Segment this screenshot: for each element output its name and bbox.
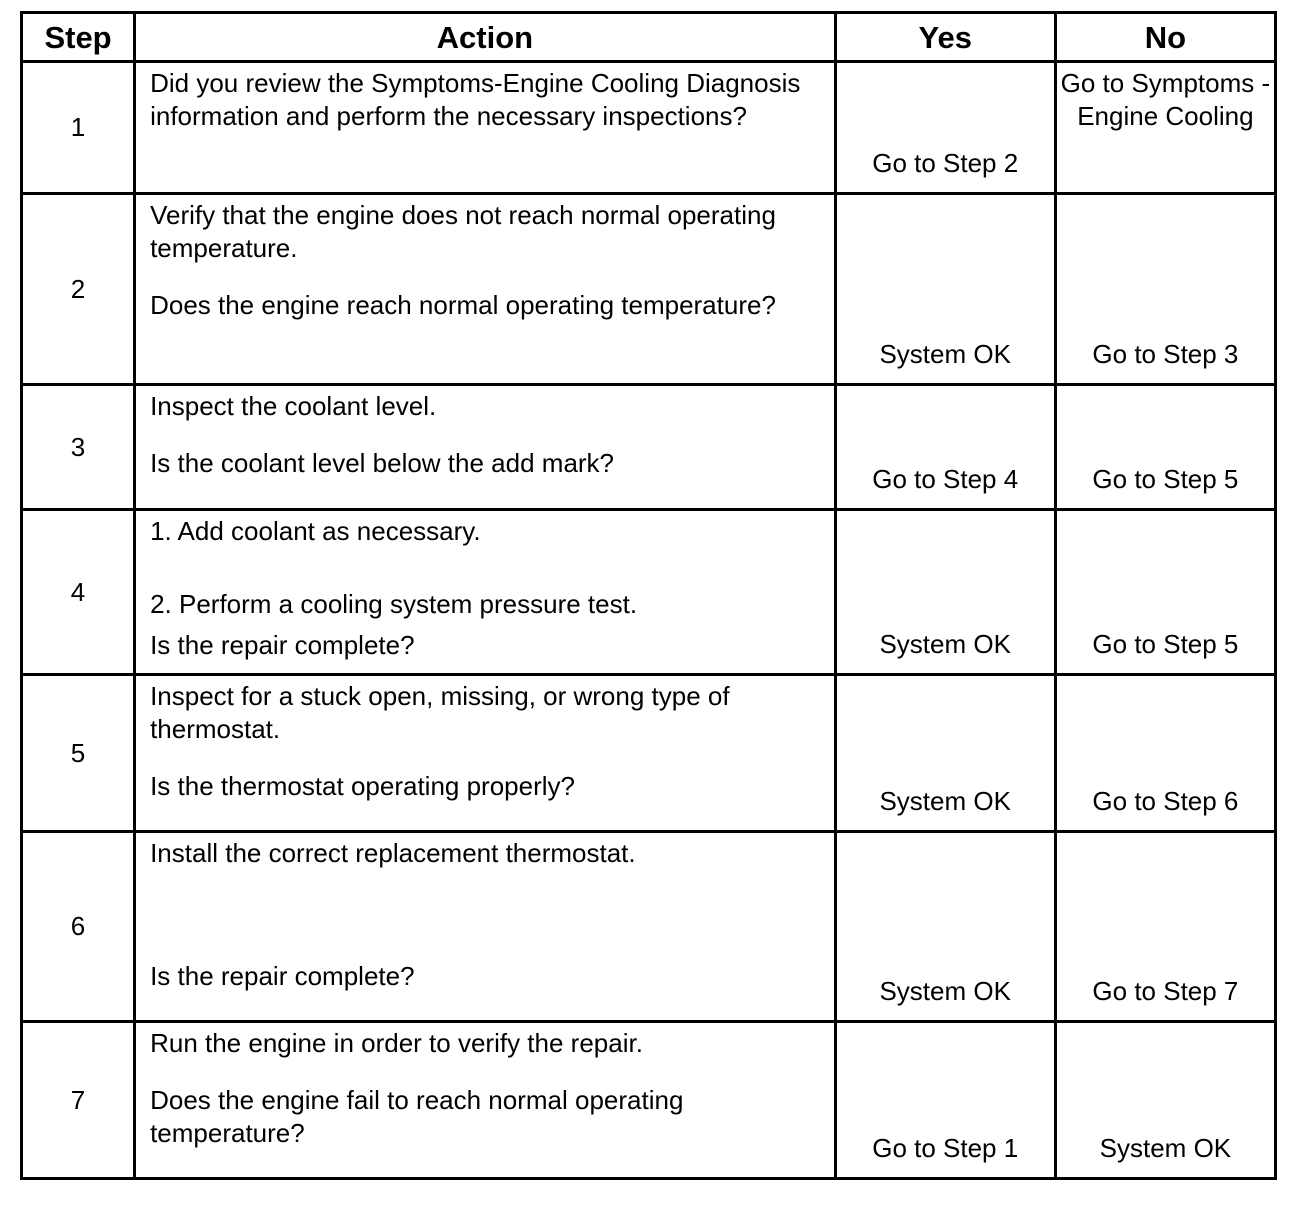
- yes-cell: System OK: [835, 194, 1055, 385]
- header-step: Step: [22, 13, 135, 62]
- header-yes: Yes: [835, 13, 1055, 62]
- action-text: Install the correct replacement thermostat.: [150, 838, 636, 868]
- action-text: Inspect for a stuck open, missing, or wrong type of thermostat.: [150, 681, 730, 744]
- no-cell: Go to Step 5: [1055, 385, 1275, 510]
- no-cell: System OK: [1055, 1022, 1275, 1179]
- yes-cell: System OK: [835, 832, 1055, 1022]
- step-number: 6: [22, 832, 135, 1022]
- action-cell: [135, 1022, 836, 1179]
- step-number: 5: [22, 675, 135, 832]
- action-text: 1. Add coolant as necessary.: [150, 516, 481, 546]
- action-cell: [135, 194, 836, 385]
- yes-cell: Go to Step 4: [835, 385, 1055, 510]
- table-row: [22, 194, 1276, 385]
- header-no: No: [1055, 13, 1275, 62]
- header-action: Action: [135, 13, 836, 62]
- diagnostic-table: [20, 11, 1277, 1180]
- action-text: Is the thermostat operating properly?: [150, 771, 575, 801]
- yes-cell: System OK: [835, 675, 1055, 832]
- table-row: [22, 510, 1276, 675]
- action-text: Inspect the coolant level.: [150, 391, 437, 421]
- header-row: [22, 13, 1276, 62]
- table-row: [22, 385, 1276, 510]
- action-text: Is the repair complete?: [150, 630, 415, 660]
- action-text: 2. Perform a cooling system pressure test.: [150, 589, 638, 619]
- action-text: Is the repair complete?: [150, 961, 415, 991]
- table-row: [22, 62, 1276, 194]
- action-text: Is the coolant level below the add mark?: [150, 448, 615, 478]
- yes-cell: Go to Step 2: [835, 62, 1055, 194]
- action-text: Does the engine fail to reach normal operating temperature?: [150, 1085, 684, 1148]
- table-row: [22, 675, 1276, 832]
- action-text: Run the engine in order to verify the repair.: [150, 1028, 643, 1058]
- action-cell: [135, 62, 836, 194]
- action-cell: [135, 510, 836, 675]
- step-number: 1: [22, 62, 135, 194]
- no-cell: Go to Step 7: [1055, 832, 1275, 1022]
- step-number: 7: [22, 1022, 135, 1179]
- table-row: [22, 832, 1276, 1022]
- yes-cell: Go to Step 1: [835, 1022, 1055, 1179]
- yes-cell: System OK: [835, 510, 1055, 675]
- step-number: 4: [22, 510, 135, 675]
- step-number: 2: [22, 194, 135, 385]
- action-text: Does the engine reach normal operating temperature?: [150, 290, 776, 320]
- action-cell: [135, 832, 836, 1022]
- action-cell: [135, 675, 836, 832]
- no-cell: Go to Symptoms - Engine Cooling: [1055, 62, 1275, 194]
- action-text: Verify that the engine does not reach normal operating temperature.: [150, 200, 776, 263]
- table-row: [22, 1022, 1276, 1179]
- no-cell: Go to Step 6: [1055, 675, 1275, 832]
- no-cell: Go to Step 5: [1055, 510, 1275, 675]
- action-text: Did you review the Symptoms-Engine Cooling Diagnosis information and perform the necessary inspections?: [150, 68, 801, 131]
- action-cell: [135, 385, 836, 510]
- no-cell: Go to Step 3: [1055, 194, 1275, 385]
- step-number: 3: [22, 385, 135, 510]
